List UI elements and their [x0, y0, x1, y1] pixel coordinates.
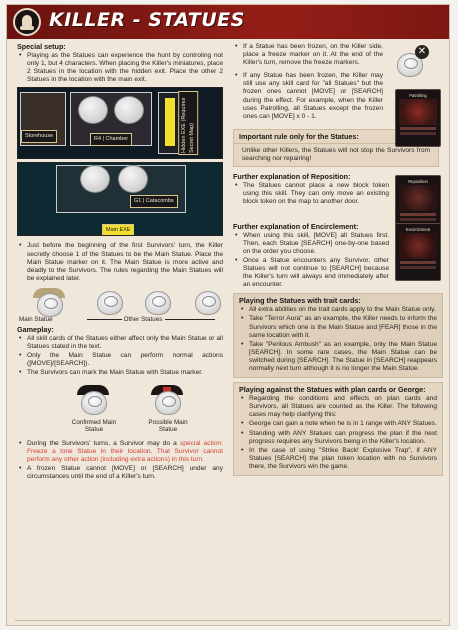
board-label-main-exit: Main EXE: [102, 224, 134, 236]
board-label-chamber: R4 | Chamber: [90, 133, 132, 145]
gameplay-bullet: • The Survivors can mark the Main Statue with Statue marker.: [17, 369, 223, 377]
page-header: [7, 5, 450, 39]
plan-bullet: • Standing with ANY Statues can progress the plan if the next progress requires any Survivors being in the Killer's location.: [239, 430, 437, 446]
marker-examples: [17, 381, 223, 437]
gameplay-list: [17, 335, 223, 377]
plan-bullet: • In the case of using "Strike Back! Explosive Trap", if ANY Statues [SEARCH] the plan token location with no Survivors there, the Survivors win the game.: [239, 447, 437, 471]
freeze-bullet: • A frozen Statue cannot [MOVE] or [SEARCH] under any circumstances until the end of a Killer's turn.: [17, 465, 223, 481]
freeze-bullet: • During the Survivors' turns, a Survivor may do a special action: Freeze a lone Statue in their location. That Survivor cannot perform any other action (including extra actions) in this turn.: [17, 440, 223, 464]
special-action-text: special action: Freeze a lone Statue in their location. That Survivor cannot perform any other action (including extra actions) in this turn.: [27, 439, 223, 463]
freeze-x-icon: ✕: [415, 45, 429, 59]
board-label-hidden-exit: Hidden EXE (Requires Secret Map): [178, 91, 198, 155]
plan-list: [239, 395, 437, 471]
main-statue-icon: [37, 293, 63, 317]
page-title: KILLER - STATUES: [49, 9, 245, 31]
possible-label: Possible Main Statue: [148, 418, 188, 433]
trait-bullet: • All extra abilities on the trait cards apply to the Main Statue only.: [239, 306, 437, 314]
gameplay-heading: Gameplay:: [17, 324, 54, 334]
setup-heading: Special setup:: [17, 42, 66, 51]
plan-bullet: • Regarding the conditions and effects on plan cards and Survivors, all Statues are counted as the Killer. The following cases may help clarifying this:: [239, 395, 437, 419]
plan-cards-box: [233, 382, 443, 476]
plan-bullet: • George can gain a note when he is in 1 range with ANY Statues.: [239, 420, 437, 428]
statue-icon: [195, 291, 221, 315]
skull-logo-icon: [13, 8, 41, 36]
reposition-bullet: • The Statues cannot place a new block token using this skill. They can only move an existing block token on the map to another door.: [233, 182, 389, 206]
trait-bullet: • Take "Terror Aura" as an example, the Killer needs to inform the Survivors which one is the Main Statue and [FEAR] those in the same location with it.: [239, 315, 437, 339]
important-heading: Important rule only for the Statues:: [239, 131, 359, 141]
board-label-storehouse: Storehouse: [21, 130, 57, 142]
right-column: [233, 43, 443, 476]
encirclement-heading: Further explanation of Encirclement:: [233, 221, 359, 231]
card-encirclement: Encirclement: [395, 223, 441, 281]
encirclement-bullet: • When using this skill, [MOVE] all Statues first. Then, each Statue [SEARCH] one-by-one based on the order you choose.: [233, 232, 389, 256]
freeze-marker-illustration: [393, 43, 443, 83]
board-image-hidden-exit: [17, 87, 223, 159]
trait-list: [239, 306, 437, 373]
statue-icon: [97, 291, 123, 315]
card-patrolling: Patrolling: [395, 89, 441, 147]
encirclement-bullet: • Once a Statue encounters any Survivor, other Statues will not continue to [SEARCH] because the Killer's turn will always end immediately after an encounter.: [233, 257, 389, 289]
trait-heading: Playing the Statues with trait cards:: [239, 296, 361, 306]
reposition-list: [233, 182, 389, 206]
setup-list: [17, 52, 223, 84]
gameplay-bullet: • Only the Main Statue can perform normal actions ([MOVE]/[SEARCH]).: [17, 352, 223, 368]
possible-statue-icon: [155, 391, 181, 415]
other-statues-label: Other Statues: [123, 315, 163, 323]
main-statue-label: Main Statue: [19, 315, 53, 323]
board-image-main-exit: [17, 162, 223, 236]
freeze-list: [17, 440, 223, 481]
setup-bullet: • Playing as the Statues can experience the hunt by controling not only 1, but 4 characters. When placing the Killer's miniatures, place 2 Statues in the location with the hidden exit. Place the other 2 Statues in the location with the main exit.: [17, 52, 223, 84]
reposition-heading: Further explanation of Reposition:: [233, 172, 351, 182]
trait-cards-box: [233, 293, 443, 378]
gameplay-bullet: • All skill cards of the Statues either affect only the Main Statue or all Statues stated in the text.: [17, 335, 223, 351]
plan-heading: Playing against the Statues with plan cards or George:: [239, 385, 426, 395]
rulebook-page: [6, 4, 450, 626]
secret-list: [17, 242, 223, 282]
left-column: [17, 43, 223, 482]
freeze-rules-list: [233, 43, 383, 121]
statue-legend: [17, 286, 223, 324]
confirmed-label: Confirmed Main Statue: [71, 418, 117, 433]
board-label-catacombs: G1 | Catacombs: [130, 195, 178, 207]
statue-icon: [145, 291, 171, 315]
confirmed-statue-icon: [81, 391, 107, 415]
secret-bullet: • Just before the beginning of the first Survivors' turn, the Killer secretly choose 1 of the Statues to be the Main Statue. Place the Main Statue marker on it. The Main Statue is more active and deadly to the Survivors. The rules regarding the Main Statues will be explained later.: [17, 242, 223, 282]
card-reposition: Reposition: [395, 175, 441, 233]
encirclement-list: [233, 232, 389, 290]
freeze-rule-bullet: • If a Statue has been frozen, on the Killer side, place a freeze marker on it. At the end of the Killer's turn, remove the freeze markers.: [233, 43, 383, 67]
important-text: Unlike other Killers, the Statues will not stop the Survivors from searching nor repairing!: [242, 146, 430, 163]
trait-bullet: • Take "Perilous Ambush" as an example, only the Main Statue [SEARCH]. In some rare cases, the Main Statue can be switched during [SEARCH]. The Statue in [SEARCH] reappears normally next turn although it is no longer the Main Statue.: [239, 341, 437, 373]
freeze-rule-bullet: • If any Statue has been frozen, the Killer may still use any skill card for "all Statues" but the frozen ones cannot [MOVE] or [SEARCH] during the effect. For example, when the Killer uses Patrolling, all Statues except the frozen ones can [MOVE] x 0 - 1.: [233, 72, 383, 121]
